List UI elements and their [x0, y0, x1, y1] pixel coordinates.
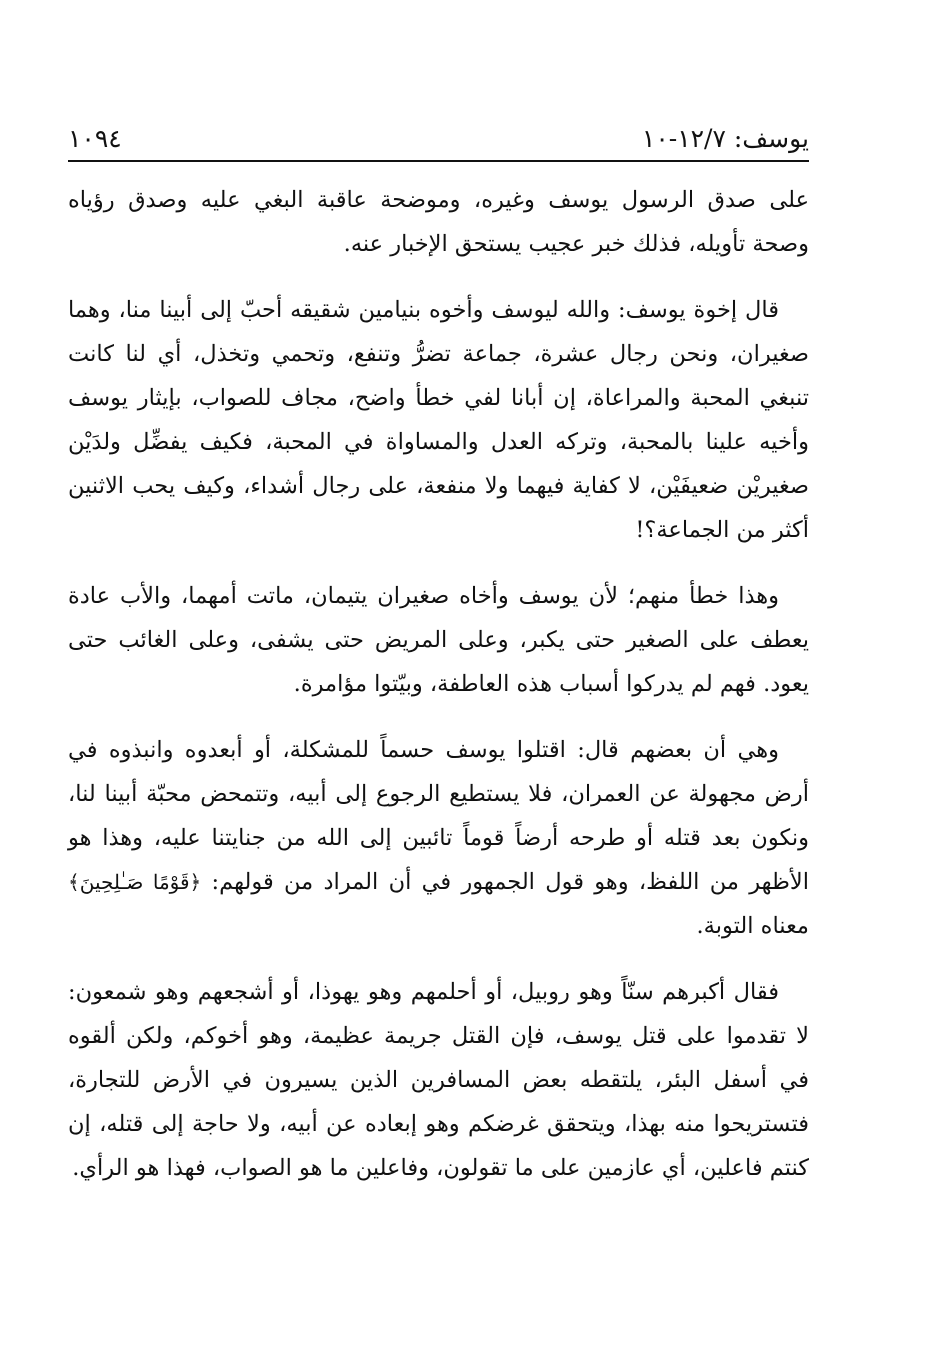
page-number: ١٠٩٤ [68, 123, 122, 153]
paragraph-4 [68, 728, 809, 948]
paragraph-1: على صدق الرسول يوسف وغيره، وموضحة عاقبة البغي عليه وصدق رؤياه وصحة تأويله، فذلك خبر عجيب يستحق الإخبار عنه. [68, 187, 809, 257]
paragraph-5: فقال أكبرهم سنّاً وهو روبيل، أو أحلمهم وهو يهوذا، أو أشجعهم وهو شمعون: لا تقدموا على قتل يوسف، فإن القتل جريمة عظيمة، وهو أخوكم، ولكن ألقوه في أسفل البئر، يلتقطه بعض المسافرين الذين يسيرون في الأرض للتجارة، فتستريحوا منه بهذا، ويتحقق غرضكم وهو إبعاده عن أبيه، ولا حاجة إلى قتله، إن كنتم فاعلين، أي عازمين على ما تقولون، وفاعلين ما هو الصواب، فهذا هو الرأي. [68, 979, 809, 1181]
page-body [68, 178, 809, 1212]
running-title: يوسف: ١٢/٧-١٠ [641, 123, 809, 153]
quran-quote: ﴿قَوْمًا صَـٰلِحِينَ﴾ [68, 870, 202, 894]
paragraph-4-text-before: وهي أن بعضهم قال: اقتلوا يوسف حسماً للمشكلة، أو أبعدوه وانبذوه في أرض مجهولة عن العمران، فلا يستطيع الرجوع إلى أبيه، وتتمحض محبّة أبينا لنا، ونكون بعد قتله أو طرحه أرضاً قوماً تائبين إلى الله من جنايتنا عليه، وهذا هو الأظهر من اللفظ، وهو قول الجمهور في أن المراد من قولهم: [68, 737, 809, 895]
paragraph-2: قال إخوة يوسف: والله ليوسف وأخوه بنيامين شقيقه أحبّ إلى أبينا منا، وهما صغيران، ونحن رجال عشرة، جماعة تضرُّ وتنفع، وتحمي وتخذل، أي لنا كانت تنبغي المحبة والمراعاة، إن أبانا لفي خطأ واضح، مجاف للصواب، بإيثار يوسف وأخيه علينا بالمحبة، وتركه العدل والمساواة في المحبة، فكيف يفضِّل ولدَيْن صغيريْن ضعيفَيْن، لا كفاية فيهما ولا منفعة، على رجال أشداء، وكيف يحب الاثنين أكثر من الجماعة؟! [68, 297, 809, 543]
header-divider [68, 160, 809, 162]
paragraph-4-text-after: معناه التوبة. [696, 913, 809, 939]
page-header [68, 118, 809, 158]
paragraph-3: وهذا خطأ منهم؛ لأن يوسف وأخاه صغيران يتيمان، ماتت أمهما، والأب عادة يعطف على الصغير حتى يكبر، وعلى المريض حتى يشفى، وعلى الغائب حتى يعود. فهم لم يدركوا أسباب هذه العاطفة، وبيّتوا مؤامرة. [68, 583, 809, 697]
